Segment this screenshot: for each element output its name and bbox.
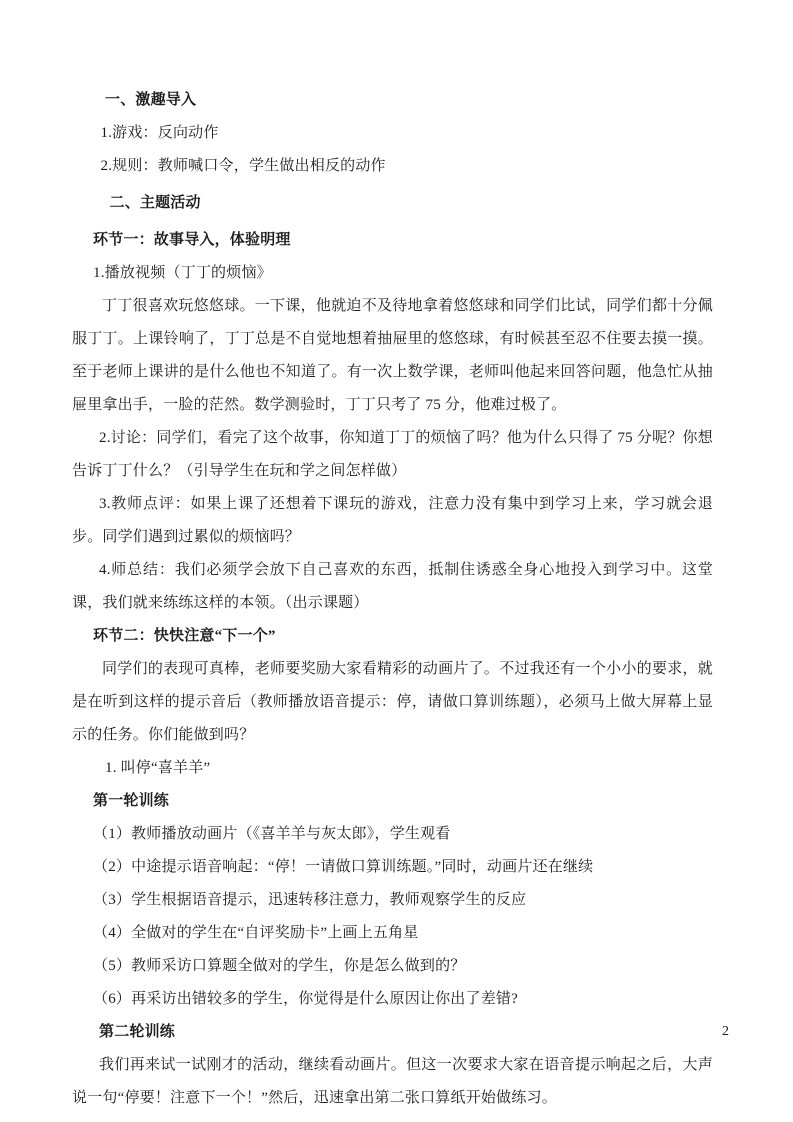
line-stop-xiyangyang: 1. 叫停“喜羊羊”	[105, 760, 211, 776]
line-game: 1.游戏：反向动作	[100, 125, 219, 141]
para-teacher-comment: 3.教师点评：如果上课了还想着下课玩的游戏，注意力没有集中到学习上来，学习就会退步。同学们遇到过累似的烦恼吗？	[72, 496, 713, 545]
page-number: 2	[722, 1024, 729, 1039]
heading-round-1: 第一轮训练	[93, 793, 170, 809]
para-teacher-summary: 4.师总结：我们必须学会放下自己喜欢的东西，抵制住诱惑全身心地投入到学习中。这堂课，我们就来练练这样的本领。（出示课题）	[72, 562, 713, 611]
step-4: （4）全做对的学生在“自评奖励卡”上画上五角星	[93, 925, 419, 941]
step-1: （1）教师播放动画片（《喜羊羊与灰太郎》，学生观看	[93, 826, 451, 842]
heading-round-2: 第二轮训练	[99, 1024, 176, 1040]
heading-section-1: 一、激趣导入	[105, 92, 197, 108]
heading-part-1: 环节一：故事导入，体验明理	[93, 232, 291, 248]
step-2: （2）中途提示语音响起：“停！一请做口算训练题。”同时，动画片还在继续	[93, 859, 594, 875]
para-story: 丁丁很喜欢玩悠悠球。一下课，他就迫不及待地拿着悠悠球和同学们比试，同学们都十分佩服丁丁。上课铃响了，丁丁总是不自觉地想着抽屉里的悠悠球，有时候甚至忍不住要去摸一摸。至于老师上课讲的是什么他也不知道了。有一次上数学课，老师叫他起来回答问题，他急忙从抽屉里拿出手，一脸的茫然。数学测验时，丁丁只考了 75 分，他难过极了。	[72, 298, 713, 413]
para-discussion: 2.讨论：同学们，看完了这个故事，你知道丁丁的烦恼了吗？他为什么只得了 75 分呢？你想告诉丁丁什么？（引导学生在玩和学之间怎样做）	[72, 430, 713, 479]
heading-section-2: 二、主题活动	[109, 195, 201, 211]
step-6: （6）再采访出错较多的学生，你觉得是什么原因让你出了差错?	[93, 991, 518, 1007]
line-play-video: 1.播放视频（丁丁的烦恼》	[93, 265, 272, 281]
para-round-2-desc: 我们再来试一试刚才的活动，继续看动画片。但这一次要求大家在语音提示响起之后，大声说一句“停要！注意下一个！”然后，迅速拿出第二张口算纸开始做练习。	[72, 1057, 713, 1106]
step-5: （5）教师采访口算题全做对的学生，你是怎么做到的？	[93, 958, 466, 974]
para-reward-intro: 同学们的表现可真棒，老师要奖励大家看精彩的动画片了。不过我还有一个小小的要求，就是在听到这样的提示音后（教师播放语音提示：停，请做口算训练题），必须马上做大屏幕上显示的任务。你们能做到吗？	[72, 661, 713, 743]
heading-part-2: 环节二：快快注意“下一个”	[93, 628, 276, 644]
line-rule: 2.规则：教师喊口令，学生做出相反的动作	[100, 158, 386, 174]
step-3: （3）学生根据语音提示，迅速转移注意力，教师观察学生的反应	[93, 892, 527, 908]
